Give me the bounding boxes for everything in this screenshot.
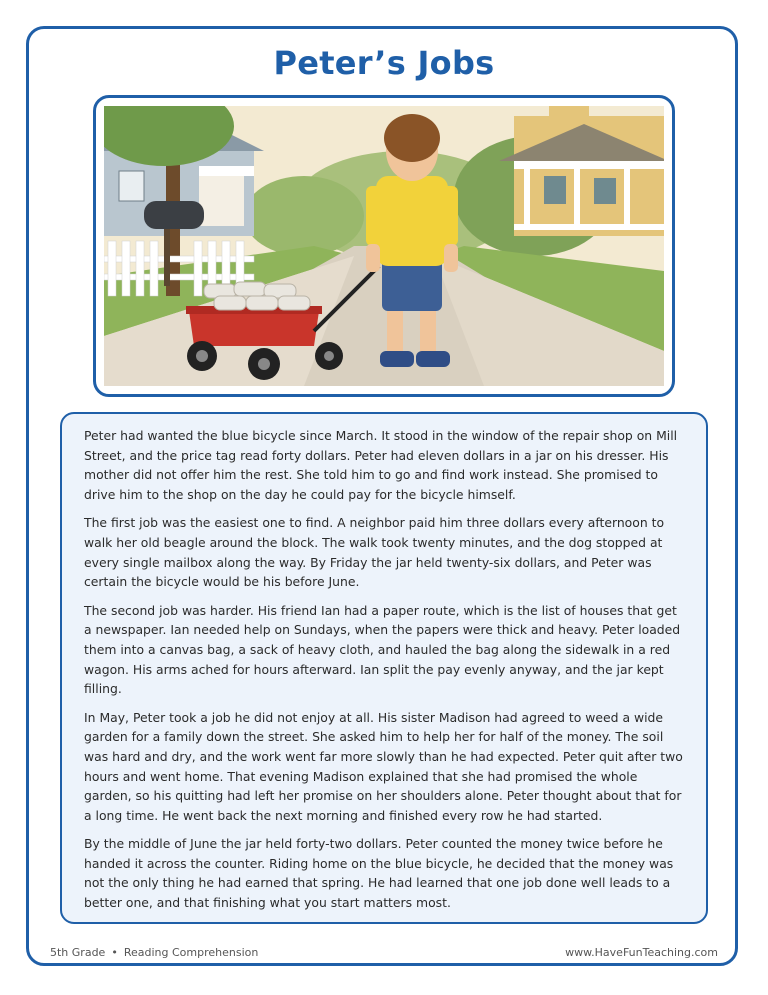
footer-grade-subject [50,946,258,959]
page-title: Peter’s Jobs [273,44,495,82]
boy-with-wagon-illustration [104,106,664,386]
footer-subject: Reading Comprehension [123,946,259,959]
story-paragraph-2: The first job was the easiest one to find. A neighbor paid him three dollars every afternoon to walk her old beagle around the block. The walk took twenty minutes, and the dog stopped at every single mailbox along the way. By Friday the jar held twenty-six dollars, and Peter was certain the bicycle would be his before June. [84,515,665,590]
story-paragraph-5: By the middle of June the jar held forty-two dollars. Peter counted the money twice before he handed it across the counter. Riding home on the blue bicycle, he decided that the money was not the only thing he had earned that spring. He had learned that one job done well leads to a better one, and that finishing what you start matters most. [84,836,674,911]
story-illustration [93,95,675,397]
bullet-icon: • [111,946,118,959]
footer-website[interactable]: www.HaveFunTeaching.com [565,946,718,959]
story-paragraph-4: In May, Peter took a job he did not enjoy at all. His sister Madison had agreed to weed a wide garden for a family down the street. She asked him to help her for half of the money. The soil was hard and dry, and the work went far more slowly than he had expected. Peter quit after two hours and went home. That evening Madison explained that she had promised the whole garden, so his quitting had left her promise on her shoulders alone. Peter thought about that for a long time. He went back the next morning and finished every row he had started. [84,709,683,823]
story-text-panel [60,412,708,924]
footer-grade: 5th Grade [50,946,106,959]
story-paragraph-1: Peter had wanted the blue bicycle since March. It stood in the window of the repair shop on Mill Street, and the price tag read forty dollars. Peter had eleven dollars in a jar on his dresser. His mother did not offer him the rest. She told him to go and find work instead. She promised to drive him to the shop on the day he could pay for the bicycle himself. [84,428,678,502]
story-paragraph-3: The second job was harder. His friend Ian had a paper route, which is the list of houses that get a newspaper. Ian needed help on Sundays, when the papers were thick and heavy. Peter loaded them into a canvas bag, a sack of heavy cloth, and hauled the bag along the sidewalk in a red wagon. His arms ached for hours afterward. Ian split the pay evenly anyway, and the jar kept filling. [84,602,681,697]
